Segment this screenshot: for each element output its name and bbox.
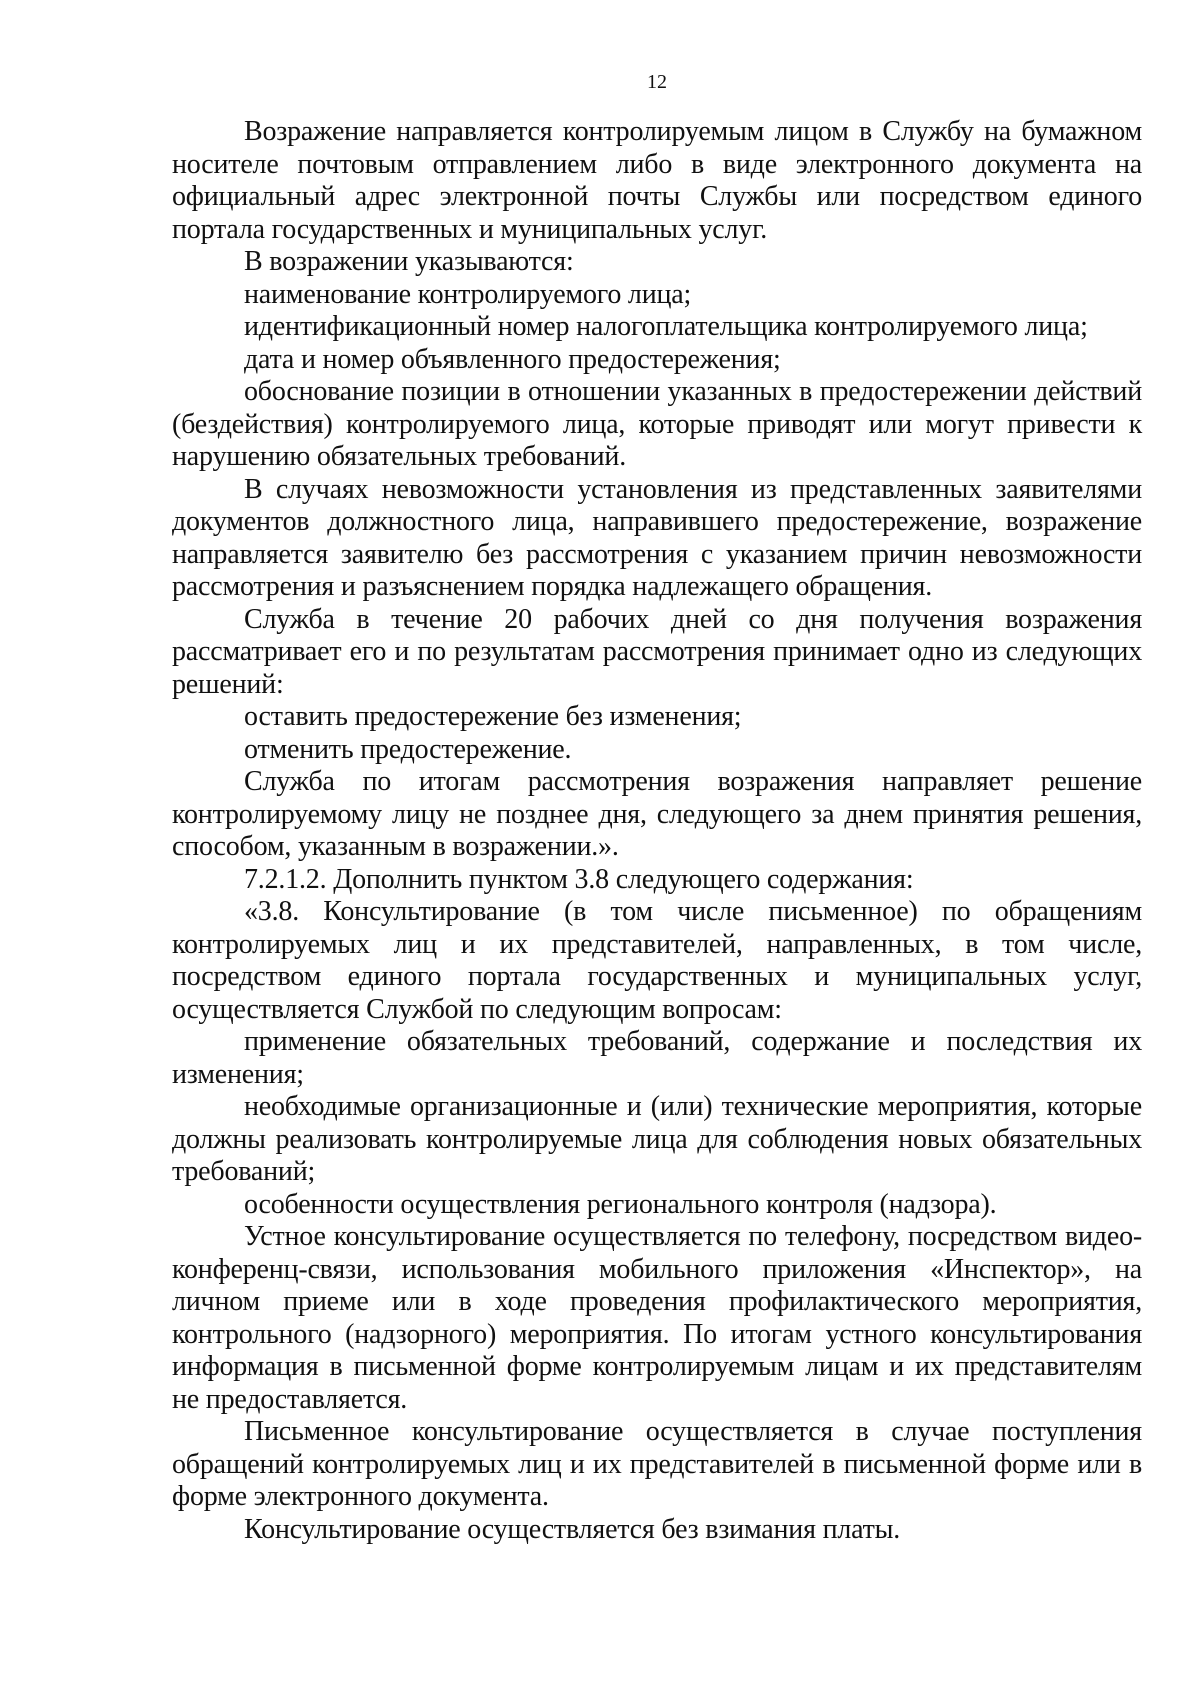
paragraph-decision-keep: оставить предостережение без изменения; bbox=[244, 701, 742, 732]
document-body bbox=[172, 116, 1142, 1546]
paragraph-item-justification: обоснование позиции в отношении указанных в предостережении действий (бездействия) контролируемого лица, которые приводят или могут привести к нарушению обязательных требований. bbox=[172, 376, 1142, 472]
paragraph-written-consulting: Письменное консультирование осуществляется в случае поступления обращений контролируемых лиц и их представителей в письменной форме или в форме электронного документа. bbox=[172, 1416, 1142, 1512]
paragraph-decision-notification: Служба по итогам рассмотрения возражения направляет решение контролируемому лицу не позднее дня, следующего за днем принятия решения, способом, указанным в возражении.». bbox=[172, 766, 1142, 862]
paragraph-impossibility-cases: В случаях невозможности установления из представленных заявителями документов должностного лица, направившего предостережение, возражение направляется заявителю без рассмотрения с указанием причин невозможности рассмотрения и разъяснением порядка надлежащего обращения. bbox=[172, 473, 1142, 602]
paragraph-clause-3-8: «3.8. Консультирование (в том числе письменное) по обращениям контролируемых лиц и их представителей, направленных, в том числе, посредством единого портала государственных и муниципальных услуг, осуществляется Службой по следующим вопросам: bbox=[172, 896, 1142, 1025]
paragraph-oral-consulting: Устное консультирование осуществляется по телефону, посредством видео-конференц-связи, использования мобильного приложения «Инспектор», на личном приеме или в ходе проведения профилактического мероприятия, контрольного (надзорного) мероприятия. По итогам устного консультирования информация в письменной форме контролируемым лицам и их представителям не предоставляется. bbox=[172, 1221, 1142, 1415]
paragraph-objection-submission: Возражение направляется контролируемым лицом в Службу на бумажном носителе почтовым отправлением либо в виде электронного документа на официальный адрес электронной почты Службы или посредством единого портала государственных и муниципальных услуг. bbox=[172, 116, 1142, 245]
paragraph-item-inn: идентификационный номер налогоплательщика контролируемого лица; bbox=[244, 311, 1088, 342]
paragraph-objection-contents-intro: В возражении указываются: bbox=[244, 246, 574, 277]
paragraph-review-period: Служба в течение 20 рабочих дней со дня получения возражения рассматривает его и по результатам рассмотрения принимает одно из следующих решений: bbox=[172, 603, 1142, 700]
paragraph-topic-requirements: применение обязательных требований, содержание и последствия их изменения; bbox=[172, 1026, 1142, 1090]
paragraph-topic-control-features: особенности осуществления регионального контроля (надзора). bbox=[244, 1188, 997, 1220]
paragraph-item-name: наименование контролируемого лица; bbox=[244, 278, 692, 310]
paragraph-amendment-7-2-1-2: 7.2.1.2. Дополнить пунктом 3.8 следующего содержания: bbox=[244, 863, 914, 895]
paragraph-item-warning-date-number: дата и номер объявленного предостережения; bbox=[244, 343, 781, 375]
page-number: 12 bbox=[647, 71, 667, 93]
paragraph-topic-measures: необходимые организационные и (или) технические мероприятия, которые должны реализовать контролируемые лица для соблюдения новых обязательных требований; bbox=[172, 1091, 1142, 1187]
paragraph-free-of-charge: Консультирование осуществляется без взимания платы. bbox=[244, 1513, 901, 1545]
paragraph-decision-cancel: отменить предостережение. bbox=[244, 733, 572, 765]
